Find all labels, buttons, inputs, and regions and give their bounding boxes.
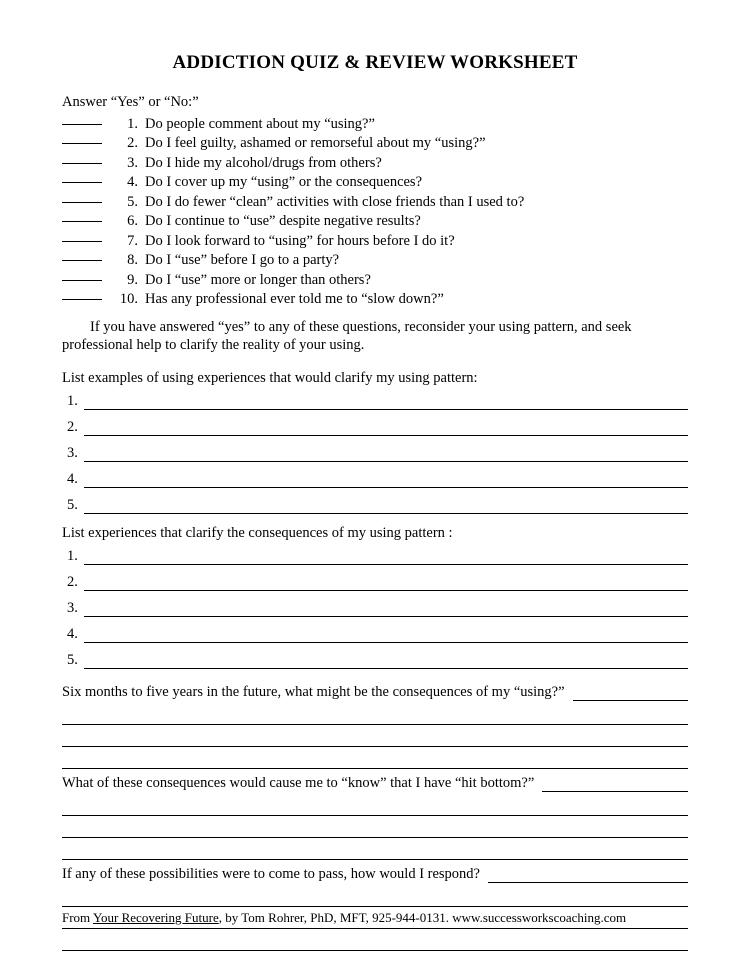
write-in-line[interactable] (84, 604, 688, 617)
page-title: ADDICTION QUIZ & REVIEW WORKSHEET (172, 52, 578, 73)
prompt-row (62, 775, 688, 792)
list-item (62, 626, 688, 652)
answer-blank[interactable] (62, 280, 102, 281)
write-in-line[interactable] (62, 794, 688, 816)
answer-blank[interactable] (62, 182, 102, 183)
question-text: Do I “use” more or longer than others? (145, 271, 371, 288)
line-number: 4. (67, 626, 78, 643)
list-item (62, 574, 688, 600)
list-item (62, 231, 688, 251)
list-item (62, 652, 688, 678)
footer-prefix: From (62, 910, 93, 925)
write-in-line[interactable] (62, 885, 688, 907)
section-one-label: List examples of using experiences that would clarify my using pattern: (62, 370, 478, 387)
instruction-text: Answer “Yes” or “No:” (62, 94, 199, 110)
question-number: 9. (127, 271, 138, 288)
answer-blank[interactable] (62, 299, 102, 300)
write-in-line[interactable] (84, 501, 688, 514)
question-text: Do I feel guilty, ashamed or remorseful about my “using?” (145, 135, 486, 151)
list-item (62, 445, 688, 471)
line-number: 3. (67, 600, 78, 617)
list-item (62, 290, 688, 310)
prompt-text: Six months to five years in the future, what might be the consequences of my “using?” (62, 684, 565, 701)
write-in-line[interactable] (84, 552, 688, 565)
write-in-line[interactable] (62, 703, 688, 725)
prompt-block-response (62, 866, 688, 951)
section-two-label: List experiences that clarify the consequences of my using pattern : (62, 525, 453, 542)
question-text: Do I hide my alcohol/drugs from others? (145, 154, 382, 171)
question-text: Do I look forward to “using” for hours before I do it? (145, 232, 455, 249)
answer-blank[interactable] (62, 260, 102, 261)
list-item (62, 600, 688, 626)
question-text: Do I cover up my “using” or the consequences? (145, 174, 423, 190)
question-text: Do I do fewer “clean” activities with close friends than I used to? (145, 193, 525, 210)
advisory-paragraph: If you have answered “yes” to any of these questions, reconsider your using pattern, and seek professional help to clarify the reality of your using. (62, 319, 632, 354)
write-in-line[interactable] (84, 423, 688, 436)
list-item (62, 251, 688, 271)
write-in-line[interactable] (62, 838, 688, 860)
question-number: 10. (119, 291, 138, 307)
prompt-text: If any of these possibilities were to come to pass, how would I respond? (62, 866, 480, 883)
answer-blank[interactable] (62, 241, 102, 242)
line-number: 2. (67, 419, 78, 436)
write-in-line[interactable] (84, 397, 688, 410)
list-item (62, 212, 688, 232)
list-item (62, 134, 688, 154)
list-item (62, 497, 688, 523)
question-text: Has any professional ever told me to “slow down?” (145, 291, 444, 307)
prompt-block-hit-bottom (62, 775, 688, 860)
question-text: Do people comment about my “using?” (145, 115, 375, 132)
question-number: 1. (127, 115, 138, 132)
question-number: 2. (127, 135, 138, 151)
list-item (62, 192, 688, 212)
answer-blank[interactable] (62, 202, 102, 203)
write-in-line[interactable] (573, 688, 688, 701)
question-number: 8. (127, 252, 138, 268)
write-in-line[interactable] (84, 449, 688, 462)
question-text: Do I “use” before I go to a party? (145, 252, 340, 268)
quiz-question-list (62, 114, 688, 309)
line-number: 5. (67, 497, 78, 514)
question-number: 7. (127, 232, 138, 249)
write-in-line[interactable] (84, 475, 688, 488)
answer-blank[interactable] (62, 163, 102, 164)
write-in-line[interactable] (84, 578, 688, 591)
question-number: 6. (127, 213, 138, 229)
prompt-row (62, 866, 688, 883)
write-in-line[interactable] (62, 929, 688, 951)
footer-suffix: , by Tom Rohrer, PhD, MFT, 925-944-0131. www.successworkscoaching.com (218, 910, 627, 925)
line-number: 4. (67, 471, 78, 488)
question-number: 4. (127, 174, 138, 190)
write-in-line[interactable] (488, 870, 688, 883)
prompt-block-future-consequences (62, 684, 688, 769)
question-number: 3. (127, 154, 138, 171)
list-item (62, 393, 688, 419)
line-number: 3. (67, 445, 78, 462)
write-in-line[interactable] (84, 630, 688, 643)
footer-source-title: Your Recovering Future (92, 910, 219, 925)
line-number: 1. (67, 548, 78, 565)
list-item (62, 153, 688, 173)
write-in-line[interactable] (542, 779, 688, 792)
section-two-answer-lines (62, 548, 688, 678)
list-item (62, 419, 688, 445)
line-number: 5. (67, 652, 78, 669)
list-item (62, 114, 688, 134)
prompt-row (62, 684, 688, 701)
line-number: 2. (67, 574, 78, 591)
list-item (62, 471, 688, 497)
line-number: 1. (67, 393, 78, 410)
answer-blank[interactable] (62, 124, 102, 125)
answer-blank[interactable] (62, 143, 102, 144)
section-one-answer-lines (62, 393, 688, 523)
page-footer (62, 910, 688, 926)
prompt-text: What of these consequences would cause me to “know” that I have “hit bottom?” (62, 775, 535, 792)
list-item (62, 270, 688, 290)
list-item (62, 548, 688, 574)
write-in-line[interactable] (62, 747, 688, 769)
question-text: Do I continue to “use” despite negative results? (145, 213, 421, 229)
write-in-line[interactable] (84, 656, 688, 669)
question-number: 5. (127, 193, 138, 210)
write-in-line[interactable] (62, 725, 688, 747)
list-item (62, 173, 688, 193)
answer-blank[interactable] (62, 221, 102, 222)
write-in-line[interactable] (62, 816, 688, 838)
